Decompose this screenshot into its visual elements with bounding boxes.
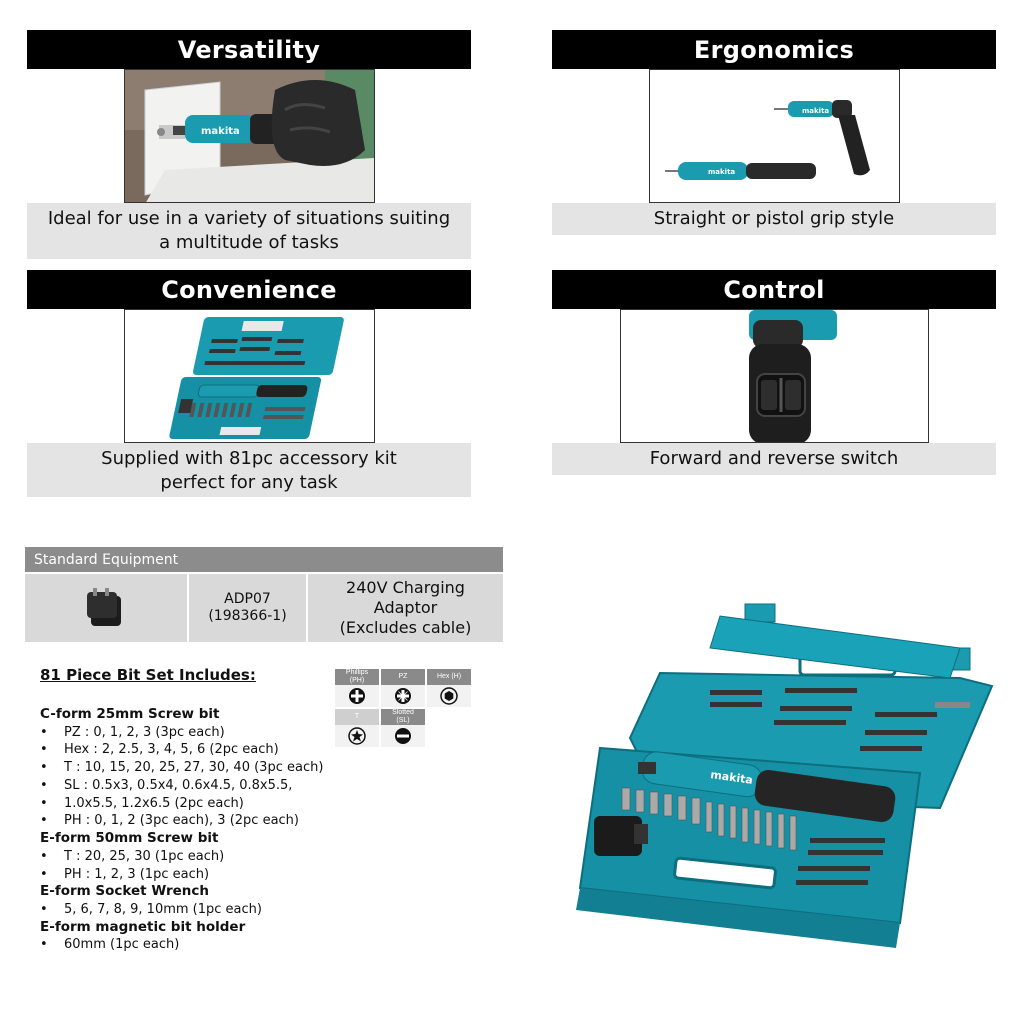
feature-caption: Ideal for use in a variety of situations suiting a multitude of tasks [27,203,471,259]
feature-control [552,270,996,475]
legend-hex: Hex (H) [427,669,471,707]
standard-equipment-table [25,547,503,642]
list-item: • T : 20, 25, 30 (1pc each) [40,848,340,866]
brand-logo: makita [709,768,754,787]
brand-logo: makita [200,126,240,137]
adaptor-image [25,574,187,642]
list-item: • 1.0x5.5, 1.2x6.5 (2pc each) [40,795,340,813]
standard-equipment-header: Standard Equipment [25,547,503,572]
list-item: • Hex : 2, 2.5, 3, 4, 5, 6 (2pc each) [40,741,340,759]
feature-title: Convenience [27,270,471,309]
convenience-photo [124,309,375,443]
phillips-icon [348,687,366,705]
legend-slotted: Slotted (SL) [381,709,425,747]
bit-group-title: E-form 50mm Screw bit [40,830,219,847]
bit-group-list [40,848,340,884]
bit-group-list [40,901,340,919]
ergonomics-photo [649,69,900,203]
feature-caption: Straight or pistol grip style [552,203,996,235]
bit-group-list [40,724,340,831]
torx-icon [348,727,366,745]
versatility-photo [124,69,375,203]
list-item: • 60mm (1pc each) [40,936,340,954]
feature-caption: Supplied with 81pc accessory kit perfect for any task [27,443,471,497]
list-item: • T : 10, 15, 20, 25, 27, 30, 40 (3pc each) [40,759,340,777]
list-item: • PH : 0, 1, 2 (3pc each), 3 (2pc each) [40,812,340,830]
feature-title: Ergonomics [552,30,996,69]
feature-title: Versatility [27,30,471,69]
adaptor-code: ADP07 (198366-1) [189,574,306,642]
list-item: • PZ : 0, 1, 2, 3 (3pc each) [40,724,340,742]
feature-ergonomics [552,30,996,235]
bit-type-legend [335,669,475,749]
charging-adaptor-icon [81,586,131,630]
bit-group-title: E-form magnetic bit holder [40,918,246,935]
accessory-kit-case-image [560,598,995,968]
feature-versatility [27,30,471,259]
bit-set-list [40,666,340,954]
legend-torx: T [335,709,379,747]
list-item: • 5, 6, 7, 8, 9, 10mm (1pc each) [40,901,340,919]
brand-logo: makita [707,168,735,176]
feature-caption: Forward and reverse switch [552,443,996,475]
slotted-icon [394,727,412,745]
list-item: • PH : 1, 2, 3 (1pc each) [40,866,340,884]
kit-adaptor [594,816,648,856]
bit-group-title: C-form 25mm Screw bit [40,706,220,722]
legend-pozidriv: PZ [381,669,425,707]
list-item: • SL : 0.5x3, 0.5x4, 0.6x4.5, 0.8x5.5, [40,777,340,795]
control-photo [620,309,929,443]
adaptor-description: 240V Charging Adaptor (Excludes cable) [308,574,503,642]
bit-set-title: 81 Piece Bit Set Includes: [40,666,256,684]
feature-convenience [27,270,471,497]
bit-group-list [40,936,340,954]
legend-phillips: Phillips (PH) [335,669,379,707]
hex-icon [440,687,458,705]
brand-logo: makita [801,107,829,115]
bit-group-title: E-form Socket Wrench [40,883,210,900]
feature-title: Control [552,270,996,309]
pozidriv-icon [394,687,412,705]
table-row [25,574,503,642]
